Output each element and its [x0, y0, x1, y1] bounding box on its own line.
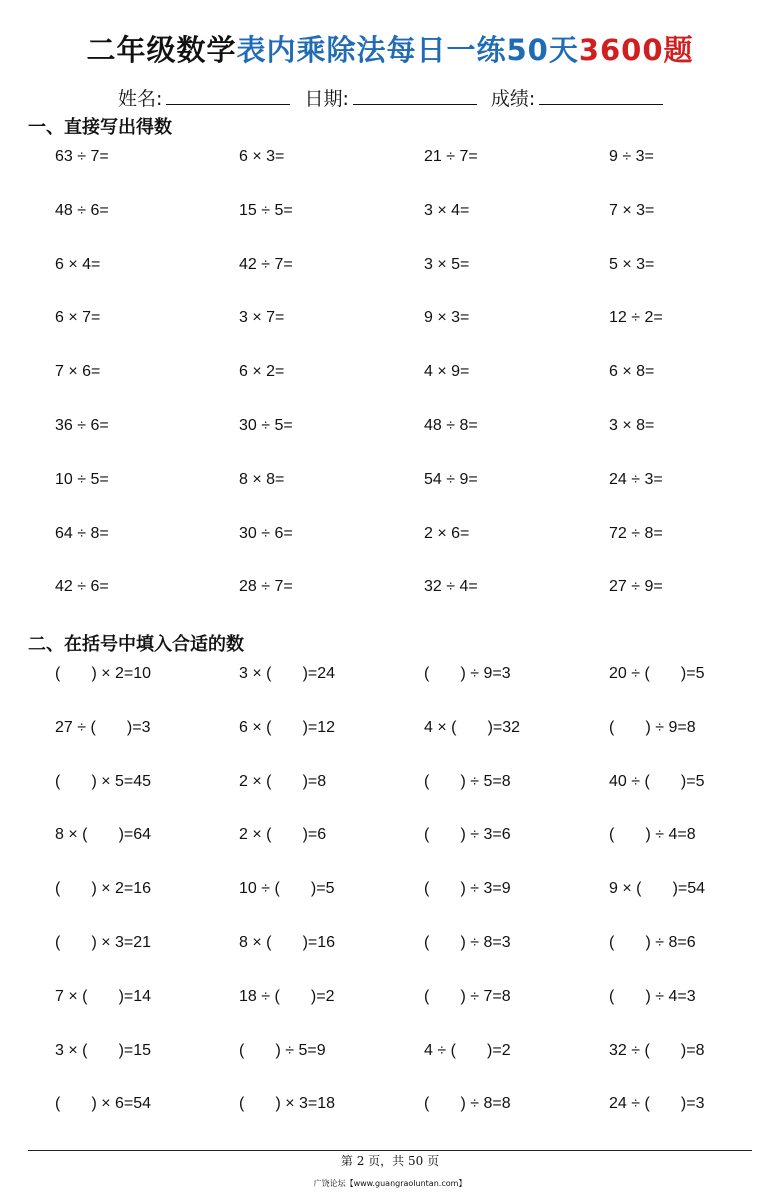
problem-item: 4 × ( )=32	[424, 718, 521, 736]
problem-item: 3 × ( )=15	[55, 1041, 152, 1059]
problem-item: 9 × ( )=54	[609, 880, 706, 898]
problem-item: ( ) × 2=10	[55, 665, 152, 682]
problem-item: 6 × 8=	[609, 363, 655, 381]
problem-row	[55, 1040, 775, 1062]
source-note: 广饶论坛【www.guangraoluntan.com】	[313, 1179, 467, 1188]
problem-item: ( ) ÷ 9=8	[609, 718, 696, 736]
problem-item: ( ) ÷ 3=9	[424, 880, 511, 898]
problem-item: ( ) ÷ 8=6	[609, 934, 696, 951]
problem-row	[55, 771, 775, 793]
problem-item: 63 ÷ 7=	[55, 148, 109, 165]
section1-heading: 一、直接写出得数	[28, 117, 172, 138]
problem-row	[55, 200, 775, 222]
problem-item: 6 × 2=	[239, 363, 285, 381]
problem-item: 42 ÷ 7=	[239, 255, 293, 273]
problem-item: 24 ÷ 3=	[609, 470, 663, 488]
problem-item: 72 ÷ 8=	[609, 524, 663, 542]
problem-item: 36 ÷ 6=	[55, 417, 109, 434]
problem-row	[55, 523, 775, 545]
problem-item: 7 × 6=	[55, 363, 101, 381]
problem-item: 6 × ( )=12	[239, 718, 336, 736]
score-label: 成绩:	[490, 88, 536, 110]
problem-item: ( ) ÷ 8=3	[424, 934, 511, 951]
problem-row	[55, 986, 775, 1008]
problem-item: 18 ÷ ( )=2	[239, 987, 335, 1005]
problem-item: 7 × 3=	[609, 201, 655, 219]
problem-item: ( ) ÷ 5=8	[424, 772, 511, 790]
problem-item: ( ) ÷ 8=8	[424, 1095, 511, 1113]
date-label: 日期:	[304, 88, 349, 110]
problem-item: ( ) ÷ 4=8	[609, 826, 696, 844]
problem-row	[55, 146, 775, 168]
problem-item: 8 × ( )=16	[239, 934, 336, 951]
problem-item: 2 × ( )=6	[239, 826, 327, 844]
problem-item: 6 × 7=	[55, 309, 101, 327]
problem-row	[55, 824, 775, 846]
title-count: 3600题	[578, 33, 694, 67]
problem-item: ( ) ÷ 5=9	[239, 1041, 326, 1059]
problem-item: ( ) × 5=45	[55, 772, 152, 790]
page-title	[0, 28, 780, 72]
problem-item: ( ) × 2=16	[55, 880, 152, 898]
problem-row	[55, 254, 775, 276]
score-blank	[539, 86, 663, 105]
problem-row	[55, 469, 775, 491]
problem-item: 6 × 4=	[55, 255, 101, 273]
problem-item: 8 × 8=	[239, 470, 285, 488]
problem-row	[55, 307, 775, 329]
problem-item: 32 ÷ 4=	[424, 578, 478, 596]
problem-item: 2 × 6=	[424, 524, 470, 542]
student-info-line	[118, 86, 671, 112]
problem-item: ( ) ÷ 9=3	[424, 665, 511, 682]
problem-row	[55, 663, 775, 685]
footer-divider	[28, 1150, 752, 1151]
problem-row	[55, 361, 775, 383]
problem-item: ( ) ÷ 7=8	[424, 987, 511, 1005]
problem-item: 64 ÷ 8=	[55, 524, 109, 542]
problem-item: 27 ÷ ( )=3	[55, 718, 151, 736]
problem-item: 4 × 9=	[424, 363, 470, 381]
problem-item: 30 ÷ 5=	[239, 417, 293, 434]
problem-item: 12 ÷ 2=	[609, 309, 663, 327]
problem-item: 3 × 8=	[609, 417, 655, 434]
title-topic: 表内乘除法每日一练50天	[236, 33, 579, 67]
problem-item: 5 × 3=	[609, 255, 655, 273]
problem-item: ( ) × 6=54	[55, 1095, 152, 1113]
problem-item: 24 ÷ ( )=3	[609, 1095, 705, 1113]
problem-item: ( ) × 3=18	[239, 1095, 336, 1113]
problem-row	[55, 415, 775, 437]
problem-item: 2 × ( )=8	[239, 772, 327, 790]
problem-item: 6 × 3=	[239, 148, 285, 165]
problem-item: 27 ÷ 9=	[609, 578, 663, 596]
problem-item: 32 ÷ ( )=8	[609, 1041, 705, 1059]
problem-item: 48 ÷ 6=	[55, 201, 109, 219]
problem-item: 20 ÷ ( )=5	[609, 665, 705, 682]
problem-item: 9 × 3=	[424, 309, 470, 327]
page-number: 第 2 页，共 50 页	[340, 1154, 440, 1168]
problem-item: 3 × 7=	[239, 309, 285, 327]
problem-row	[55, 576, 775, 598]
problem-item: 3 × 5=	[424, 255, 470, 273]
problem-item: ( ) ÷ 4=3	[609, 987, 696, 1005]
problem-row	[55, 878, 775, 900]
problem-item: 28 ÷ 7=	[239, 578, 293, 596]
name-blank	[166, 86, 290, 105]
problem-item: 7 × ( )=14	[55, 987, 152, 1005]
problem-item: 15 ÷ 5=	[239, 201, 293, 219]
problem-item: 42 ÷ 6=	[55, 578, 109, 596]
problem-row	[55, 1093, 775, 1115]
problem-item: 54 ÷ 9=	[424, 470, 478, 488]
problem-item: ( ) × 3=21	[55, 934, 152, 951]
problem-item: 48 ÷ 8=	[424, 417, 478, 434]
problem-item: 4 ÷ ( )=2	[424, 1041, 511, 1059]
problem-row	[55, 932, 775, 954]
problem-item: 9 ÷ 3=	[609, 148, 654, 165]
problem-item: ( ) ÷ 3=6	[424, 826, 511, 844]
problem-item: 10 ÷ ( )=5	[239, 880, 335, 898]
problem-item: 21 ÷ 7=	[424, 148, 478, 165]
problem-item: 3 × ( )=24	[239, 665, 336, 682]
section2-heading: 二、在括号中填入合适的数	[28, 634, 244, 655]
name-label: 姓名:	[118, 88, 163, 110]
problem-item: 30 ÷ 6=	[239, 524, 293, 542]
problem-item: 10 ÷ 5=	[55, 470, 109, 488]
problem-item: 40 ÷ ( )=5	[609, 772, 705, 790]
problem-row	[55, 717, 775, 739]
date-blank	[353, 86, 477, 105]
problem-item: 8 × ( )=64	[55, 826, 152, 844]
title-grade: 二年级数学	[86, 33, 237, 67]
problem-item: 3 × 4=	[424, 201, 470, 219]
